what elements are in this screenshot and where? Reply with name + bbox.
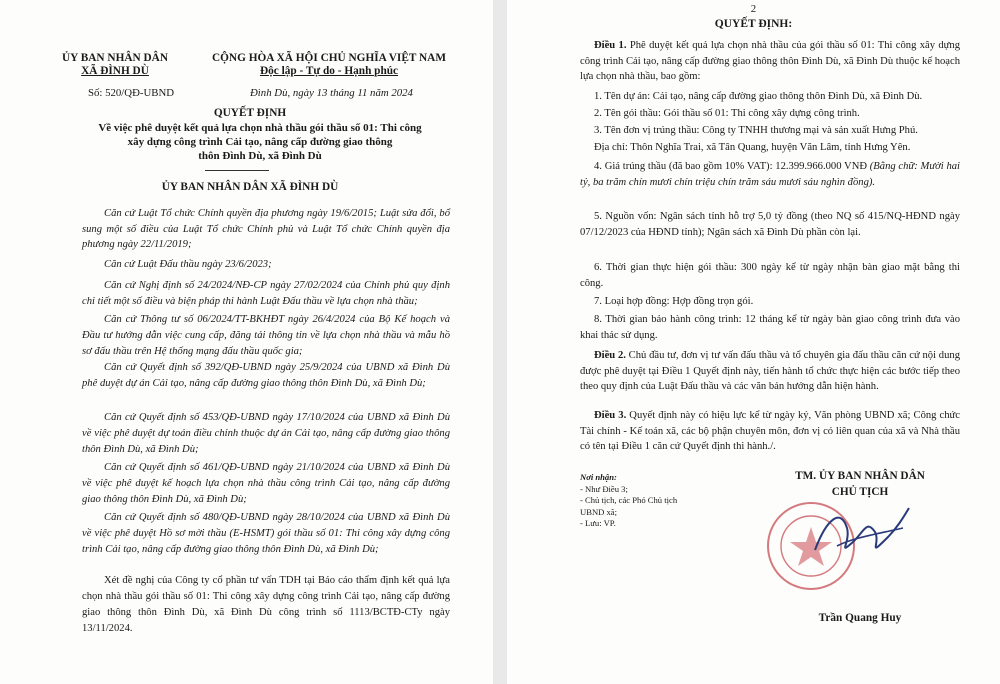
article-3-label: Điều 3. <box>594 410 627 421</box>
document-page-2 <box>507 0 1000 684</box>
article-1-label: Điều 1. <box>594 40 627 51</box>
article-3-text: Quyết định này có hiệu lực kể từ ngày ký, Văn phòng UBND xã; Công chức Tài chính - Kế toán xã, các bộ phận chuyên môn, đơn vị có liên quan của xã và Nhà thầu có tên tại Điều 1 căn cứ Quyết định thi hành./. <box>580 410 960 452</box>
subject-line-1: Về việc phê duyệt kết quả lựa chọn nhà thầu gói thầu số 01: Thi công <box>98 122 422 134</box>
document-page-1 <box>0 0 493 684</box>
agency-line-1: ỦY BAN NHÂN DÂN <box>62 52 168 64</box>
recipients-block <box>580 472 677 530</box>
basis-paragraph: Căn cứ Quyết định số 480/QĐ-UBND ngày 28/10/2024 của UBND xã Đình Dù về việc phê duyệt Hồ sơ mời thầu (E-HSMT) gói thầu số 01: Thi công xây dựng công trình Cải tạo, nâng cấp đường giao thông thôn Đình Dù, xã Đình Dù; <box>82 512 450 555</box>
agency-name <box>40 52 190 78</box>
article-3 <box>580 408 960 455</box>
basis-paragraph: Căn cứ Quyết định số 392/QĐ-UBND ngày 25/9/2024 của UBND xã Đình Dù phê duyệt dự án Cải tạo, nâng cấp đường giao thông thôn Đình Dù, xã Đình Dù; <box>82 362 450 389</box>
subject-line-3: thôn Đình Dù, xã Đình Dù <box>198 150 322 162</box>
article-2-text: Chủ đầu tư, đơn vị tư vấn đấu thầu và tổ chuyên gia đấu thầu căn cứ nội dung được phê duyệt tại Điều 1 Quyết định này, tiến hành tổ chức thực hiện các bước tiếp theo theo quy định của Luật Đấu thầu và các văn bản hướng dẫn hiện hành. <box>580 350 960 392</box>
document-title: QUYẾT ĐỊNH <box>213 107 287 119</box>
item-5: 5. Nguồn vốn: Ngân sách tỉnh hỗ trợ 5,0 tỷ đồng (theo NQ số 415/NQ-HĐND ngày 07/12/2023 của HĐND tỉnh); Ngân sách xã Đình Dù phần còn lại. <box>580 211 960 238</box>
item-8: 8. Thời gian bảo hành công trình: 12 tháng kể từ ngày bàn giao công trình đưa vào khai thác sử dụng. <box>580 314 960 341</box>
recipient-item: - Như Điều 3; <box>580 483 628 494</box>
item-6: 6. Thời gian thực hiện gói thầu: 300 ngày kể từ ngày nhận bàn giao mặt bằng thi công. <box>580 262 960 289</box>
basis-paragraph: Căn cứ Luật Tổ chức Chính quyền địa phương ngày 19/6/2015; Luật sửa đổi, bổ sung một số điều của Luật Tổ chức Chính phủ và Luật Tổ chức Chính quyền địa phương ngày 22/11/2019; <box>82 208 450 250</box>
proposal-paragraph: Xét đề nghị của Công ty cổ phần tư vấn TDH tại Báo cáo thẩm định kết quả lựa chọn nhà thầu gói thầu số 01: Thi công xây dựng công trình Cải tạo, nâng cấp đường giao thông thôn Đình Dù, xã Đình Dù công trình số 1113/BCTĐ-CTy ngày 13/11/2024. <box>82 575 450 634</box>
basis-paragraph: Căn cứ Nghị định số 24/2024/NĐ-CP ngày 27/02/2024 của Chính phủ quy định chi tiết một số điều và biện pháp thi hành Luật Đấu thầu về lựa chọn nhà thầu; <box>82 280 450 307</box>
agency-line-2: XÃ ĐÌNH DÙ <box>81 65 149 77</box>
signature-title: CHỦ TỊCH <box>831 486 889 498</box>
article-2 <box>580 348 960 395</box>
signer-name: Trần Quang Huy <box>818 612 902 624</box>
article-1 <box>580 38 960 85</box>
place-date: Đình Dù, ngày 13 tháng 11 năm 2024 <box>250 87 413 99</box>
recipient-item: - Chủ tịch, các Phó Chủ tịch <box>580 495 678 505</box>
basis-paragraph: Căn cứ Quyết định số 453/QĐ-UBND ngày 17/10/2024 của UBND xã Đình Dù về việc phê duyệt dự toán điều chỉnh thuộc dự án Cải tạo, nâng cấp đường giao thông thôn Đình Dù, xã Đình Dù; <box>82 412 450 455</box>
document-number: Số: 520/QĐ-UBND <box>88 87 175 99</box>
recipient-item: UBND xã; <box>580 506 617 517</box>
item-4 <box>580 159 960 190</box>
page-number: 2 <box>750 3 757 15</box>
signature-icon <box>807 498 917 568</box>
nation-line-1: CỘNG HÒA XÃ HỘI CHỦ NGHĨA VIỆT NAM <box>211 52 447 64</box>
item-7: 7. Loại hợp đồng: Hợp đồng trọn gói. <box>594 296 754 307</box>
basis-paragraph: Căn cứ Thông tư số 06/2024/TT-BKHĐT ngày 26/4/2024 của Bộ Kế hoạch và Đầu tư hướng dẫn việc cung cấp, đăng tải thông tin về lựa chọn nhà thầu và mẫu hồ sơ đấu thầu trên Hệ thống mạng đấu thầu quốc gia; <box>82 314 450 357</box>
title-underline <box>205 170 269 171</box>
recipient-item: - Lưu: VP. <box>580 518 616 528</box>
item-3: 3. Tên đơn vị trúng thầu: Công ty TNHH thương mại và sản xuất Hưng Phú. <box>594 125 918 136</box>
subject-line-2: xây dựng công trình Cải tạo, nâng cấp đường giao thông <box>127 136 393 148</box>
address: Địa chỉ: Thôn Nghĩa Trai, xã Tân Quang, huyện Văn Lâm, tỉnh Hưng Yên. <box>594 142 911 153</box>
article-1-text: Phê duyệt kết quả lựa chọn nhà thầu của gói thầu số 01: Thi công xây dựng công trình Cải tạo, nâng cấp đường giao thông thôn Đình Dù, xã Đình Dù thuộc kế hoạch lựa chọn nhà thầu, bao gồm: <box>580 40 960 82</box>
national-motto <box>198 52 460 78</box>
signature-org: TM. ỦY BAN NHÂN DÂN <box>795 470 925 482</box>
nation-line-2: Độc lập - Tự do - Hạnh phúc <box>259 65 399 77</box>
basis-paragraph: Căn cứ Luật Đấu thầu ngày 23/6/2023; <box>104 259 272 270</box>
item-2: 2. Tên gói thầu: Gói thầu số 01: Thi công xây dựng công trình. <box>594 108 860 119</box>
item-1: 1. Tên dự án: Cải tạo, nâng cấp đường giao thông thôn Đình Dù, xã Đình Dù. <box>594 91 923 102</box>
item-4-words: (Bằng chữ: Mười hai tỷ, ba trăm chín mươi chín triệu chín trăm sáu mươi sáu nghìn đồng). <box>580 161 960 188</box>
issuer-name: ỦY BAN NHÂN DÂN XÃ ĐÌNH DÙ <box>161 181 339 193</box>
article-2-label: Điều 2. <box>594 350 626 361</box>
document-subject <box>60 121 460 163</box>
item-4-price: 4. Giá trúng thầu (đã bao gồm 10% VAT): 12.399.966.000 VNĐ <box>594 161 870 172</box>
basis-paragraph: Căn cứ Quyết định số 461/QĐ-UBND ngày 21/10/2024 của UBND xã Đình Dù về việc phê duyệt kế hoạch lựa chọn nhà thầu công trình Cải tạo, nâng cấp đường giao thông thôn Đình Dù, xã Đình Dù; <box>82 462 450 505</box>
recipients-title: Nơi nhận: <box>580 472 617 482</box>
decision-heading: QUYẾT ĐỊNH: <box>714 18 793 30</box>
